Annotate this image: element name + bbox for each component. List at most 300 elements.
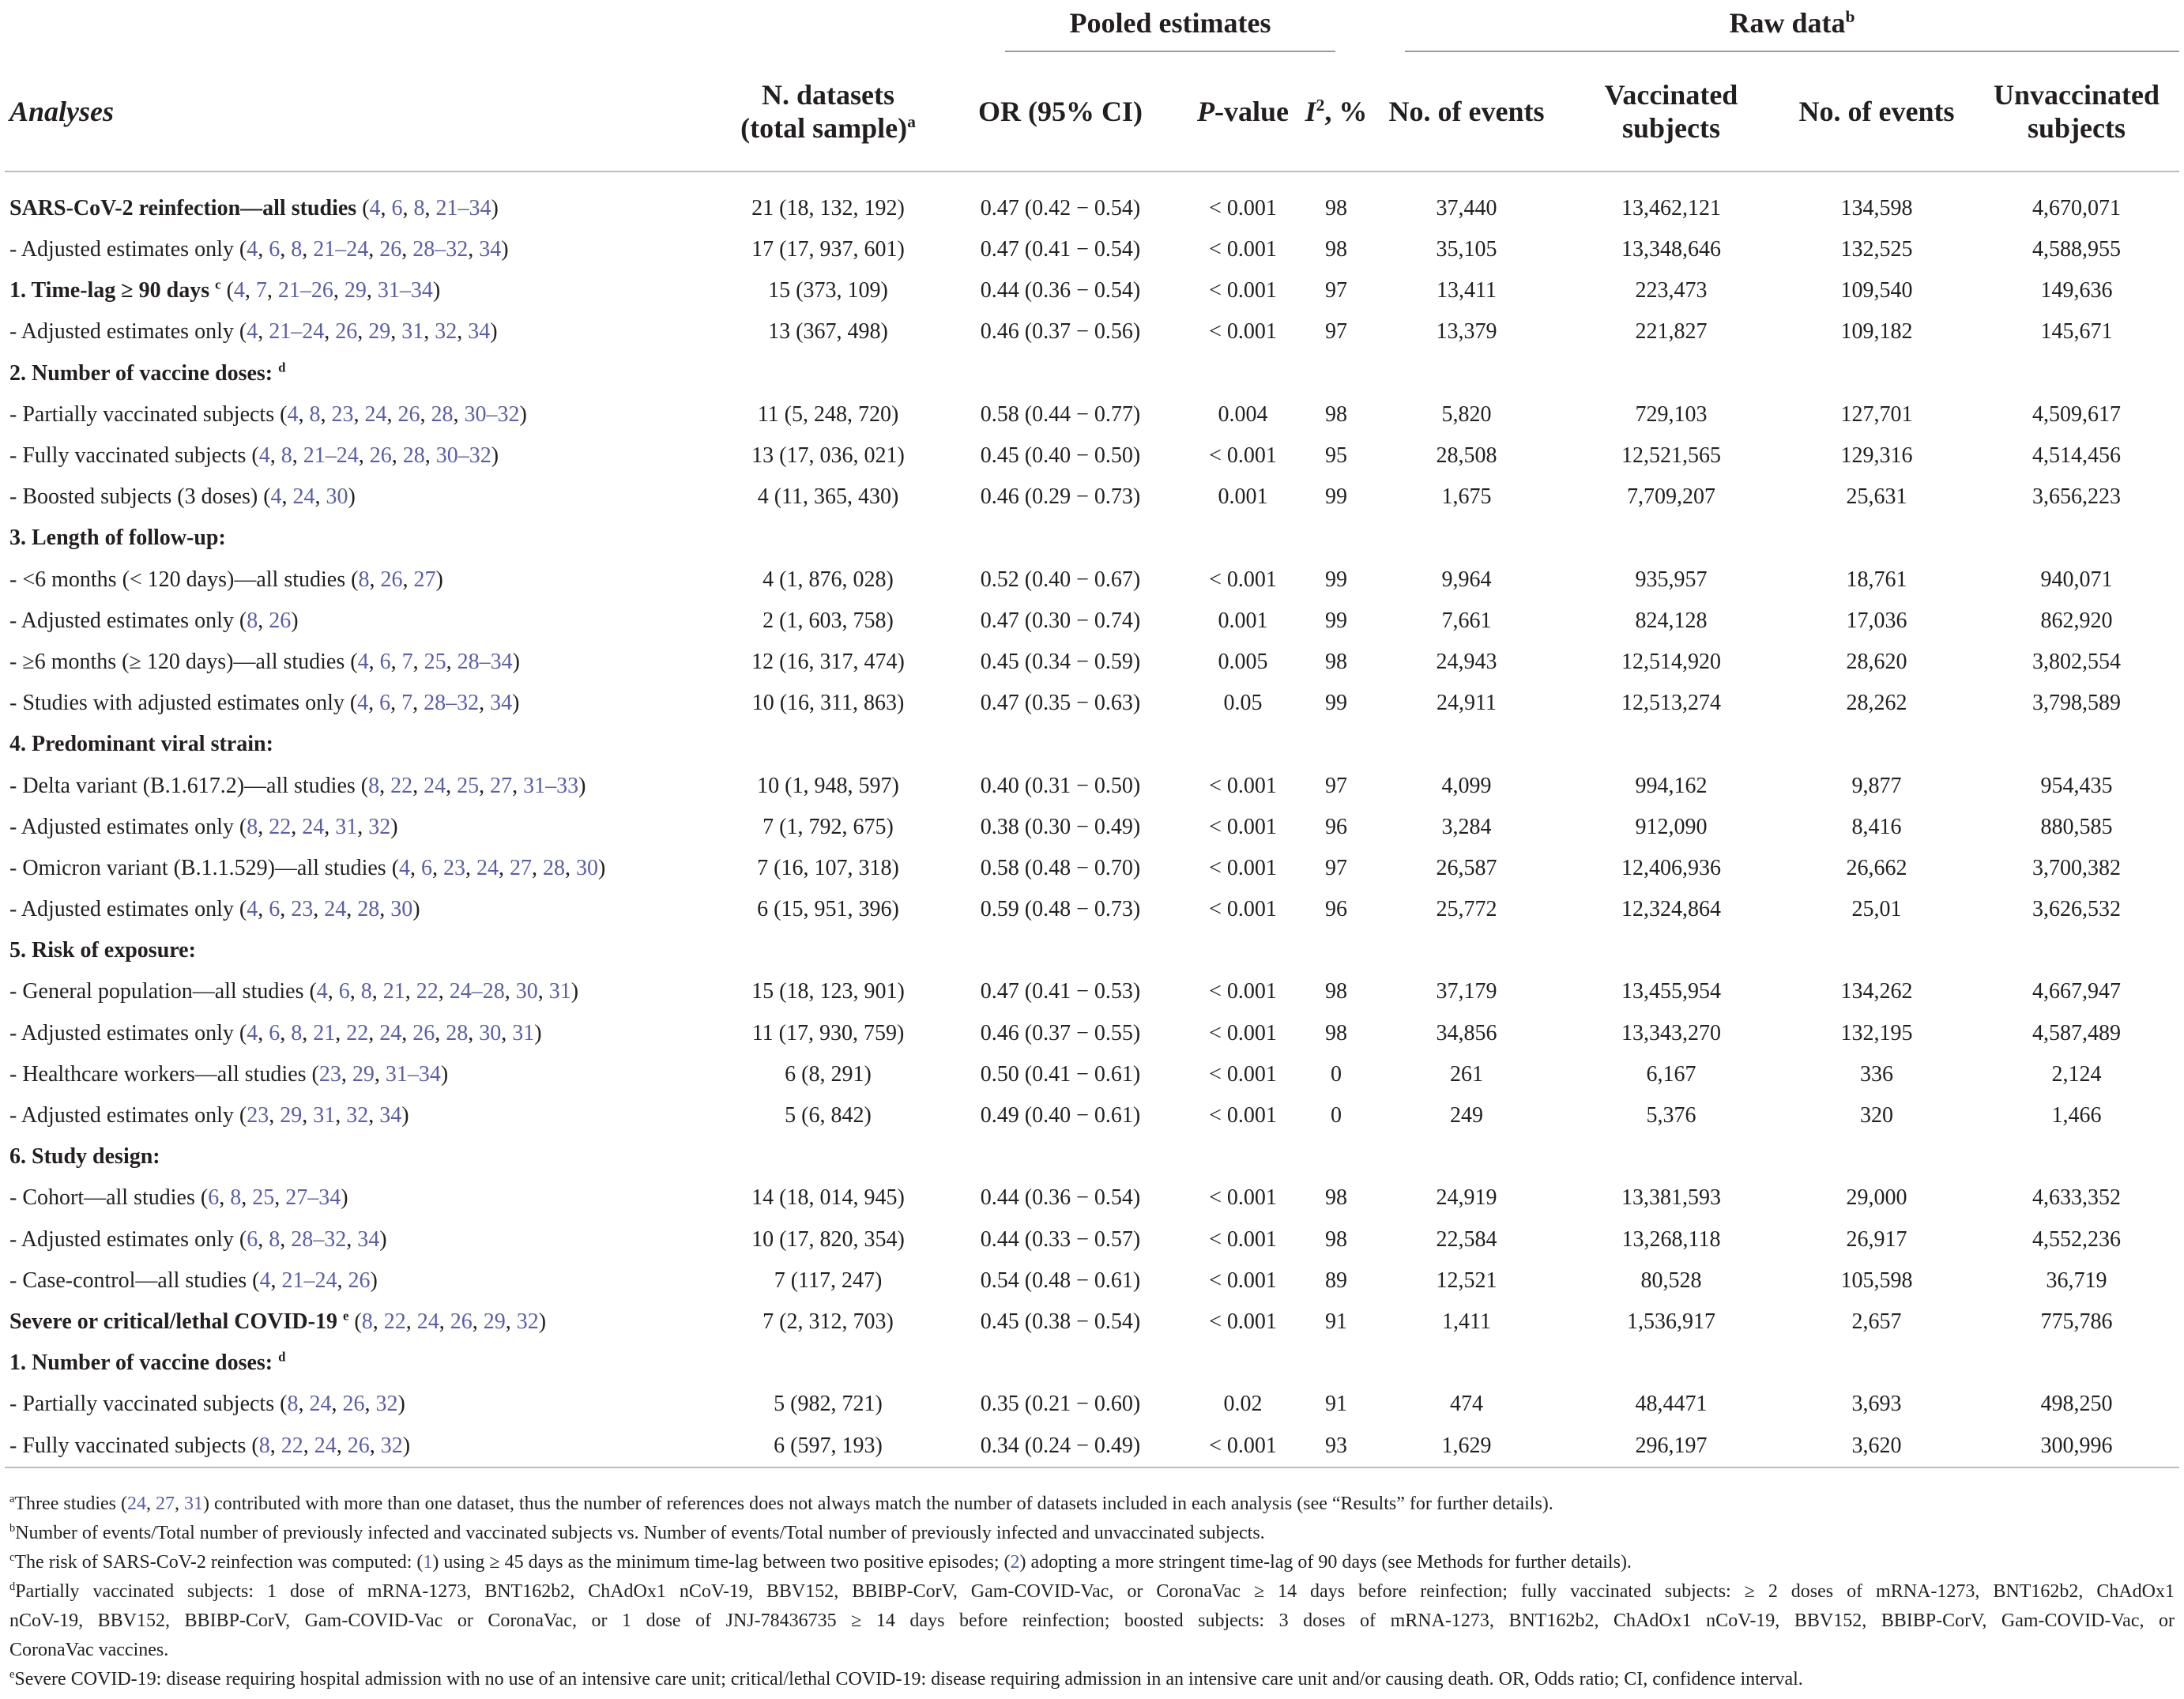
i2-cell: 97 bbox=[1325, 278, 1347, 303]
reference-link[interactable]: 32 bbox=[346, 1103, 369, 1128]
vaccinated-subjects-cell: 12,513,274 bbox=[1621, 691, 1721, 716]
reference-link[interactable]: 24 bbox=[476, 855, 499, 880]
reference-link[interactable]: 30 bbox=[326, 484, 348, 510]
p-value-cell: < 0.001 bbox=[1209, 1061, 1277, 1087]
events-vaccinated-cell: 24,919 bbox=[1436, 1185, 1497, 1211]
reference-link[interactable]: 8 bbox=[247, 608, 258, 633]
unvaccinated-subjects-cell: 4,509,617 bbox=[2032, 401, 2122, 427]
or-cell: 0.59 (0.48 − 0.73) bbox=[980, 897, 1141, 922]
p-value-cell bbox=[1184, 1343, 1302, 1384]
n-datasets-cell bbox=[719, 724, 937, 765]
p-value-cell bbox=[1184, 930, 1302, 971]
or-cell bbox=[937, 1136, 1184, 1177]
reference-link[interactable]: 6 bbox=[208, 1185, 220, 1211]
table-row bbox=[5, 435, 2179, 477]
analysis-label: - Partially vaccinated subjects (8, 24, 26, 32) bbox=[9, 1392, 405, 1417]
reference-link[interactable]: 28–32 bbox=[412, 237, 469, 262]
header-column-row bbox=[5, 52, 2179, 171]
reference-link[interactable]: 21 bbox=[382, 979, 405, 1004]
table-row bbox=[5, 642, 2179, 683]
reference-link[interactable]: 6 bbox=[421, 855, 433, 880]
vaccinated-subjects-cell bbox=[1563, 353, 1779, 394]
i2-cell bbox=[1302, 1136, 1370, 1177]
p-value-cell bbox=[1184, 518, 1302, 559]
reference-link[interactable]: 31 bbox=[335, 814, 358, 839]
or-cell: 0.45 (0.34 − 0.59) bbox=[980, 649, 1141, 674]
table-row bbox=[5, 394, 2179, 435]
reference-link[interactable]: 4 bbox=[259, 1268, 271, 1293]
events-unvaccinated-cell: 3,620 bbox=[1779, 1425, 1974, 1467]
reference-link[interactable]: 32 bbox=[516, 1309, 539, 1334]
reference-link[interactable]: 8 bbox=[360, 979, 372, 1004]
vaccinated-subjects-cell: 221,827 bbox=[1635, 319, 1708, 345]
reference-link[interactable]: 28–34 bbox=[457, 649, 513, 674]
unvaccinated-subjects-cell: 880,585 bbox=[2040, 814, 2113, 839]
reference-link[interactable]: 21–34 bbox=[435, 196, 491, 220]
analysis-label: - Adjusted estimates only (4, 6, 8, 21–24, 26, 28–32, 34) bbox=[9, 237, 509, 262]
vaccinated-subjects-cell: 13,343,270 bbox=[1621, 1020, 1721, 1045]
vaccinated-subjects-cell: 223,473 bbox=[1635, 278, 1708, 303]
reference-link[interactable]: 1 bbox=[423, 1552, 433, 1573]
events-vaccinated-cell: 28,508 bbox=[1436, 443, 1497, 469]
reference-link[interactable]: 32 bbox=[380, 1433, 403, 1458]
vaccinated-subjects-cell bbox=[1563, 518, 1779, 559]
reference-link[interactable]: 24 bbox=[424, 773, 446, 798]
reference-link[interactable]: 24 bbox=[324, 897, 347, 922]
reference-link[interactable]: 25 bbox=[424, 649, 446, 674]
n-datasets-cell: 11 (17, 930, 759) bbox=[751, 1020, 905, 1045]
unvaccinated-subjects-cell: 300,996 bbox=[1974, 1425, 2179, 1467]
reference-link[interactable]: 4 bbox=[399, 855, 411, 880]
reference-link[interactable]: 26 bbox=[380, 567, 403, 592]
events-vaccinated-cell: 34,856 bbox=[1436, 1020, 1497, 1045]
reference-link[interactable]: 8 bbox=[309, 401, 321, 427]
reference-link[interactable]: 29 bbox=[352, 1061, 375, 1087]
vaccinated-subjects-cell: 994,162 bbox=[1635, 773, 1708, 798]
reference-link[interactable]: 24 bbox=[416, 1309, 439, 1334]
reference-link[interactable]: 7 bbox=[401, 649, 413, 674]
i2-cell: 98 bbox=[1325, 1185, 1347, 1211]
analysis-label: SARS-CoV-2 reinfection—all studies (4, 6, 8, 21–34) bbox=[9, 196, 499, 220]
reference-link[interactable]: 8 bbox=[258, 1433, 270, 1458]
reference-link[interactable]: 4 bbox=[270, 484, 282, 510]
reference-link[interactable]: 27 bbox=[510, 855, 533, 880]
reference-link[interactable]: 4 bbox=[247, 1020, 258, 1045]
reference-link[interactable]: 30–32 bbox=[464, 401, 520, 427]
reference-link[interactable]: 28–32 bbox=[424, 691, 480, 716]
analysis-label: - Fully vaccinated subjects (4, 8, 21–24, 26, 28, 30–32) bbox=[9, 443, 499, 469]
unvaccinated-subjects-cell bbox=[1974, 724, 2179, 765]
vaccinated-subjects-cell: 12,514,920 bbox=[1621, 649, 1721, 674]
reference-link[interactable]: 30 bbox=[479, 1020, 502, 1045]
table-row bbox=[5, 1013, 2179, 1054]
table-row bbox=[5, 1095, 2179, 1136]
reference-link[interactable]: 8 bbox=[269, 1226, 281, 1252]
reference-link[interactable]: 6 bbox=[269, 1020, 281, 1045]
reference-link[interactable]: 26 bbox=[342, 1392, 365, 1417]
reference-link[interactable]: 31 bbox=[184, 1494, 204, 1514]
p-value-cell: < 0.001 bbox=[1209, 855, 1277, 880]
events-vaccinated-cell: 12,521 bbox=[1436, 1268, 1497, 1293]
reference-link[interactable]: 28 bbox=[357, 897, 380, 922]
events-unvaccinated-cell: 3,693 bbox=[1851, 1392, 1902, 1417]
or-cell: 0.46 (0.37 − 0.56) bbox=[980, 319, 1141, 345]
reference-link[interactable]: 28–32 bbox=[291, 1226, 347, 1252]
reference-link[interactable]: 22 bbox=[383, 1309, 406, 1334]
reference-link[interactable]: 28 bbox=[431, 401, 454, 427]
reference-link[interactable]: 34 bbox=[479, 237, 502, 262]
reference-link[interactable]: 23 bbox=[331, 401, 354, 427]
reference-link[interactable]: 4 bbox=[247, 237, 258, 262]
reference-link[interactable]: 4 bbox=[357, 649, 369, 674]
reference-link[interactable]: 6 bbox=[338, 979, 350, 1004]
reference-link[interactable]: 8 bbox=[413, 196, 425, 220]
reference-link[interactable]: 30–32 bbox=[435, 443, 491, 469]
n-datasets-cell: 10 (1, 948, 597) bbox=[757, 773, 899, 798]
vaccinated-subjects-cell: 12,521,565 bbox=[1621, 443, 1721, 469]
n-datasets-cell: 14 (18, 014, 945) bbox=[751, 1185, 905, 1211]
reference-link[interactable]: 22 bbox=[269, 814, 292, 839]
reference-link[interactable]: 4 bbox=[287, 401, 299, 427]
reference-link[interactable]: 30 bbox=[390, 897, 413, 922]
reference-link[interactable]: 23 bbox=[318, 1061, 341, 1087]
reference-link[interactable]: 26 bbox=[397, 401, 420, 427]
reference-link[interactable]: 7 bbox=[255, 278, 267, 303]
or-cell bbox=[937, 518, 1184, 559]
analysis-label: Severe or critical/lethal COVID-19 $^e$ (8, 22, 24, 26, 29, 32) bbox=[9, 1308, 547, 1334]
or-cell: 0.46 (0.37 − 0.55) bbox=[980, 1020, 1141, 1045]
reference-link[interactable]: 28 bbox=[402, 443, 425, 469]
unvaccinated-subjects-cell: 775,786 bbox=[2040, 1309, 2113, 1334]
p-value-cell: < 0.001 bbox=[1184, 1425, 1302, 1467]
reference-link[interactable]: 8 bbox=[291, 1020, 303, 1045]
table-row bbox=[5, 683, 2179, 724]
reference-link[interactable]: 22 bbox=[281, 1433, 303, 1458]
events-unvaccinated-cell: 29,000 bbox=[1846, 1185, 1907, 1211]
reference-link[interactable]: 4 bbox=[316, 979, 328, 1004]
reference-link[interactable]: 31 bbox=[548, 979, 571, 1004]
reference-link[interactable]: 24 bbox=[292, 484, 315, 510]
table-row bbox=[5, 1054, 2179, 1095]
events-vaccinated-cell: 7,661 bbox=[1441, 608, 1492, 633]
events-unvaccinated-cell: 2,657 bbox=[1851, 1309, 1902, 1334]
reference-link[interactable]: 6 bbox=[269, 237, 281, 262]
p-value-cell: < 0.001 bbox=[1209, 278, 1277, 303]
n-datasets-cell: 4 (11, 365, 430) bbox=[757, 484, 899, 510]
events-unvaccinated-cell bbox=[1779, 1136, 1974, 1177]
reference-link[interactable]: 24 bbox=[364, 401, 387, 427]
table-row bbox=[5, 1219, 2179, 1260]
n-datasets-cell: 13 (17, 036, 021) bbox=[751, 443, 905, 469]
reference-link[interactable]: 34 bbox=[379, 1103, 402, 1128]
reference-link[interactable]: 31 bbox=[401, 319, 424, 345]
reference-link[interactable]: 31–33 bbox=[523, 773, 579, 798]
or-cell: 0.46 (0.29 − 0.73) bbox=[980, 484, 1141, 510]
events-unvaccinated-cell: 134,598 bbox=[1840, 196, 1913, 220]
reference-link[interactable]: 21–24 bbox=[303, 443, 359, 469]
unvaccinated-subjects-cell: 3,626,532 bbox=[2032, 897, 2122, 922]
unvaccinated-subjects-cell bbox=[1974, 1343, 2179, 1384]
reference-link[interactable]: 8 bbox=[281, 443, 292, 469]
events-unvaccinated-cell: 26,917 bbox=[1846, 1226, 1907, 1252]
reference-link[interactable]: 8 bbox=[230, 1185, 242, 1211]
reference-link[interactable]: 21 bbox=[313, 1020, 336, 1045]
events-vaccinated-cell: 249 bbox=[1450, 1103, 1483, 1128]
p-value-cell: 0.001 bbox=[1218, 484, 1268, 510]
reference-link[interactable]: 6 bbox=[269, 897, 281, 922]
events-unvaccinated-cell: 132,525 bbox=[1840, 237, 1913, 262]
footnote-b: $^b$Number of events/Total number of previously infected and vaccinated subjects vs. Number of events/Total number of previously infected and unvaccinated subjects. bbox=[9, 1522, 1265, 1543]
col-p-value: P-value bbox=[1184, 52, 1302, 171]
reference-link[interactable]: 26 bbox=[369, 443, 392, 469]
vaccinated-subjects-cell bbox=[1563, 1136, 1779, 1177]
p-value-cell: < 0.001 bbox=[1209, 1020, 1277, 1045]
reference-link[interactable]: 32 bbox=[368, 814, 391, 839]
p-value-cell: < 0.001 bbox=[1209, 1309, 1277, 1334]
unvaccinated-subjects-cell bbox=[1974, 518, 2179, 559]
n-datasets-cell: 11 (5, 248, 720) bbox=[757, 401, 899, 427]
reference-link[interactable]: 28 bbox=[543, 855, 566, 880]
or-cell: 0.40 (0.31 − 0.50) bbox=[980, 773, 1141, 798]
reference-link[interactable]: 8 bbox=[368, 773, 380, 798]
p-value-cell: < 0.001 bbox=[1209, 319, 1277, 345]
unvaccinated-subjects-cell: 4,552,236 bbox=[2032, 1226, 2122, 1252]
reference-link[interactable]: 2 bbox=[1010, 1552, 1020, 1573]
i2-cell: 89 bbox=[1325, 1268, 1347, 1293]
events-unvaccinated-cell: 8,416 bbox=[1851, 814, 1902, 839]
vaccinated-subjects-cell: 912,090 bbox=[1635, 814, 1708, 839]
vaccinated-subjects-cell bbox=[1563, 724, 1779, 765]
vaccinated-subjects-cell: 80,528 bbox=[1640, 1268, 1702, 1293]
i2-cell: 91 bbox=[1325, 1392, 1347, 1417]
n-datasets-cell: 6 (15, 951, 396) bbox=[757, 897, 899, 922]
vaccinated-subjects-cell: 48,4471 bbox=[1635, 1392, 1708, 1417]
col-n-datasets: N. datasets (total sample)$^a$ bbox=[719, 52, 937, 171]
reference-link[interactable]: 21–24 bbox=[313, 237, 369, 262]
i2-cell: 98 bbox=[1325, 649, 1347, 674]
table-row bbox=[5, 889, 2179, 930]
i2-cell: 97 bbox=[1325, 855, 1347, 880]
n-datasets-cell: 17 (17, 937, 601) bbox=[751, 237, 905, 262]
or-cell: 0.52 (0.40 − 0.67) bbox=[980, 567, 1141, 592]
analysis-label: - Fully vaccinated subjects (8, 22, 24, 26, 32) bbox=[5, 1425, 719, 1467]
n-datasets-cell: 15 (18, 123, 901) bbox=[751, 979, 905, 1004]
reference-link[interactable]: 6 bbox=[247, 1226, 258, 1252]
reference-link[interactable]: 7 bbox=[401, 691, 413, 716]
events-unvaccinated-cell: 109,540 bbox=[1840, 278, 1913, 303]
reference-link[interactable]: 4 bbox=[247, 897, 258, 922]
reference-link[interactable]: 30 bbox=[576, 855, 599, 880]
analysis-label: - Healthcare workers—all studies (23, 29, 31–34) bbox=[9, 1061, 449, 1087]
reference-link[interactable]: 31–34 bbox=[377, 278, 433, 303]
group-raw-data bbox=[1370, 0, 2179, 52]
events-unvaccinated-cell: 336 bbox=[1860, 1061, 1893, 1087]
reference-link[interactable]: 8 bbox=[291, 237, 303, 262]
i2-cell: 0 bbox=[1331, 1103, 1342, 1128]
unvaccinated-subjects-cell: 3,700,382 bbox=[2032, 855, 2122, 880]
or-cell bbox=[937, 724, 1184, 765]
reference-link[interactable]: 26 bbox=[269, 608, 292, 633]
reference-link[interactable]: 26 bbox=[335, 319, 358, 345]
reference-link[interactable]: 22 bbox=[390, 773, 413, 798]
footnote-c: $^c$The risk of SARS-CoV-2 reinfection was computed: (1) using ≥ 45 days as the minimum time-lag between two positive episodes; (2) adopting a more stringent time-lag of 90 days (see Methods for further details). bbox=[9, 1551, 1632, 1573]
unvaccinated-subjects-cell bbox=[1974, 930, 2179, 971]
reference-link[interactable]: 8 bbox=[358, 567, 370, 592]
vaccinated-subjects-cell: 13,348,646 bbox=[1621, 237, 1721, 262]
reference-link[interactable]: 6 bbox=[379, 649, 391, 674]
reference-link[interactable]: 24 bbox=[127, 1494, 147, 1514]
events-vaccinated-cell: 261 bbox=[1450, 1061, 1483, 1087]
reference-link[interactable]: 29 bbox=[368, 319, 391, 345]
or-cell: 0.47 (0.30 − 0.74) bbox=[980, 608, 1141, 633]
reference-link[interactable]: 31–34 bbox=[385, 1061, 441, 1087]
vaccinated-subjects-cell bbox=[1563, 1343, 1779, 1384]
reference-link[interactable]: 4 bbox=[258, 443, 270, 469]
table-row bbox=[5, 1136, 2179, 1177]
table-row bbox=[5, 601, 2179, 642]
events-vaccinated-cell: 35,105 bbox=[1436, 237, 1497, 262]
analysis-label: - Boosted subjects (3 doses) (4, 24, 30) bbox=[9, 484, 356, 510]
reference-link[interactable]: 8 bbox=[247, 814, 258, 839]
i2-cell bbox=[1302, 1343, 1370, 1384]
reference-link[interactable]: 24–28 bbox=[449, 979, 505, 1004]
reference-link[interactable]: 29 bbox=[344, 278, 367, 303]
analysis-label: - Studies with adjusted estimates only (4, 6, 7, 28–32, 34) bbox=[9, 691, 520, 716]
n-datasets-cell: 7 (117, 247) bbox=[774, 1268, 883, 1293]
reference-link[interactable]: 34 bbox=[490, 691, 513, 716]
reference-link[interactable]: 26 bbox=[450, 1309, 473, 1334]
or-cell: 0.44 (0.36 − 0.54) bbox=[980, 278, 1141, 303]
p-value-cell: < 0.001 bbox=[1209, 1268, 1277, 1293]
events-unvaccinated-cell: 109,182 bbox=[1840, 319, 1913, 345]
reference-link[interactable]: 32 bbox=[375, 1392, 398, 1417]
reference-link[interactable]: 22 bbox=[416, 979, 439, 1004]
reference-link[interactable]: 27–34 bbox=[285, 1185, 341, 1211]
table-row bbox=[5, 518, 2179, 559]
reference-link[interactable]: 30 bbox=[515, 979, 538, 1004]
reference-link[interactable]: 29 bbox=[280, 1103, 303, 1128]
p-value-cell: < 0.001 bbox=[1209, 1226, 1277, 1252]
or-cell: 0.47 (0.41 − 0.54) bbox=[980, 237, 1141, 262]
unvaccinated-subjects-cell: 3,798,589 bbox=[2032, 691, 2122, 716]
events-vaccinated-cell: 13,379 bbox=[1436, 319, 1497, 345]
table-row bbox=[5, 807, 2179, 848]
table-row bbox=[5, 270, 2179, 311]
reference-link[interactable]: 25 bbox=[457, 773, 480, 798]
col-analyses: Analyses bbox=[5, 52, 719, 171]
n-datasets-cell: 6 (597, 193) bbox=[719, 1425, 937, 1467]
or-cell: 0.34 (0.24 − 0.49) bbox=[937, 1425, 1184, 1467]
n-datasets-cell: 7 (2, 312, 703) bbox=[763, 1309, 894, 1334]
p-value-cell: < 0.001 bbox=[1209, 814, 1277, 839]
table-body bbox=[5, 171, 2179, 1467]
analysis-label: - Omicron variant (B.1.1.529)—all studies (4, 6, 23, 24, 27, 28, 30) bbox=[9, 855, 606, 880]
reference-link[interactable]: 6 bbox=[391, 196, 403, 220]
reference-link[interactable]: 23 bbox=[443, 855, 466, 880]
or-cell: 0.45 (0.40 − 0.50) bbox=[980, 443, 1141, 469]
reference-link[interactable]: 24 bbox=[314, 1433, 337, 1458]
unvaccinated-subjects-cell: 36,719 bbox=[2046, 1268, 2107, 1293]
reference-link[interactable]: 8 bbox=[287, 1392, 299, 1417]
events-unvaccinated-cell: 134,262 bbox=[1840, 979, 1913, 1004]
events-unvaccinated-cell: 25,631 bbox=[1846, 484, 1907, 510]
reference-link[interactable]: 21–26 bbox=[277, 278, 333, 303]
table-row bbox=[5, 971, 2179, 1012]
reference-link[interactable]: 4 bbox=[369, 196, 381, 220]
reference-link[interactable]: 29 bbox=[483, 1309, 506, 1334]
analysis-label: - Adjusted estimates only (23, 29, 31, 32, 34) bbox=[9, 1103, 409, 1128]
unvaccinated-subjects-cell: 4,588,955 bbox=[2032, 237, 2122, 262]
n-datasets-cell bbox=[719, 353, 937, 394]
events-vaccinated-cell: 1,675 bbox=[1441, 484, 1492, 510]
reference-link[interactable]: 26 bbox=[348, 1268, 371, 1293]
reference-link[interactable]: 27 bbox=[413, 567, 436, 592]
reference-link[interactable]: 34 bbox=[468, 319, 491, 345]
reference-link[interactable]: 4 bbox=[247, 319, 258, 345]
reference-link[interactable]: 25 bbox=[252, 1185, 275, 1211]
reference-link[interactable]: 26 bbox=[347, 1433, 370, 1458]
unvaccinated-subjects-cell: 862,920 bbox=[2040, 608, 2113, 633]
vaccinated-subjects-cell: 824,128 bbox=[1635, 608, 1708, 633]
table-row bbox=[5, 229, 2179, 270]
reference-link[interactable]: 31 bbox=[512, 1020, 535, 1045]
events-vaccinated-cell: 3,284 bbox=[1441, 814, 1492, 839]
i2-cell bbox=[1302, 930, 1370, 971]
reference-link[interactable]: 31 bbox=[313, 1103, 336, 1128]
events-unvaccinated-cell: 129,316 bbox=[1840, 443, 1913, 469]
reference-link[interactable]: 26 bbox=[412, 1020, 435, 1045]
reference-link[interactable]: 32 bbox=[435, 319, 458, 345]
col-or: OR (95% CI) bbox=[937, 52, 1184, 171]
reference-link[interactable]: 24 bbox=[302, 814, 325, 839]
or-cell bbox=[937, 930, 1184, 971]
n-datasets-cell bbox=[719, 1343, 937, 1384]
events-vaccinated-cell: 9,964 bbox=[1441, 567, 1492, 592]
reference-link[interactable]: 21–24 bbox=[281, 1268, 337, 1293]
reference-link[interactable]: 27 bbox=[490, 773, 513, 798]
footnotes bbox=[9, 1490, 2175, 1694]
events-vaccinated-cell bbox=[1370, 1136, 1563, 1177]
reference-link[interactable]: 26 bbox=[379, 237, 402, 262]
analysis-label: - Adjusted estimates only (4, 21–24, 26, 29, 31, 32, 34) bbox=[9, 319, 498, 345]
p-value-cell: < 0.001 bbox=[1209, 979, 1277, 1004]
reference-link[interactable]: 24 bbox=[379, 1020, 402, 1045]
reference-link[interactable]: 4 bbox=[357, 691, 369, 716]
reference-link[interactable]: 23 bbox=[247, 1103, 269, 1128]
reference-link[interactable]: 22 bbox=[346, 1020, 369, 1045]
reference-link[interactable]: 8 bbox=[361, 1309, 373, 1334]
reference-link[interactable]: 27 bbox=[156, 1494, 175, 1514]
n-datasets-cell bbox=[719, 518, 937, 559]
i2-cell: 96 bbox=[1325, 897, 1347, 922]
reference-link[interactable]: 23 bbox=[291, 897, 314, 922]
events-unvaccinated-cell bbox=[1779, 518, 1974, 559]
events-vaccinated-cell: 474 bbox=[1450, 1392, 1483, 1417]
reference-link[interactable]: 24 bbox=[309, 1392, 332, 1417]
reference-link[interactable]: 21–24 bbox=[269, 319, 325, 345]
reference-link[interactable]: 34 bbox=[357, 1226, 380, 1252]
events-vaccinated-cell bbox=[1370, 518, 1563, 559]
vaccinated-subjects-cell: 13,381,593 bbox=[1621, 1185, 1721, 1211]
reference-link[interactable]: 6 bbox=[379, 691, 391, 716]
or-cell: 0.47 (0.35 − 0.63) bbox=[980, 691, 1141, 716]
reference-link[interactable]: 4 bbox=[233, 278, 245, 303]
analysis-label: 1. Time-lag ≥ 90 days $^c$ (4, 7, 21–26, 29, 31–34) bbox=[9, 277, 441, 303]
unvaccinated-subjects-cell: 3,656,223 bbox=[2032, 484, 2122, 510]
p-value-cell bbox=[1184, 724, 1302, 765]
reference-link[interactable]: 28 bbox=[446, 1020, 469, 1045]
events-unvaccinated-cell bbox=[1779, 930, 1974, 971]
